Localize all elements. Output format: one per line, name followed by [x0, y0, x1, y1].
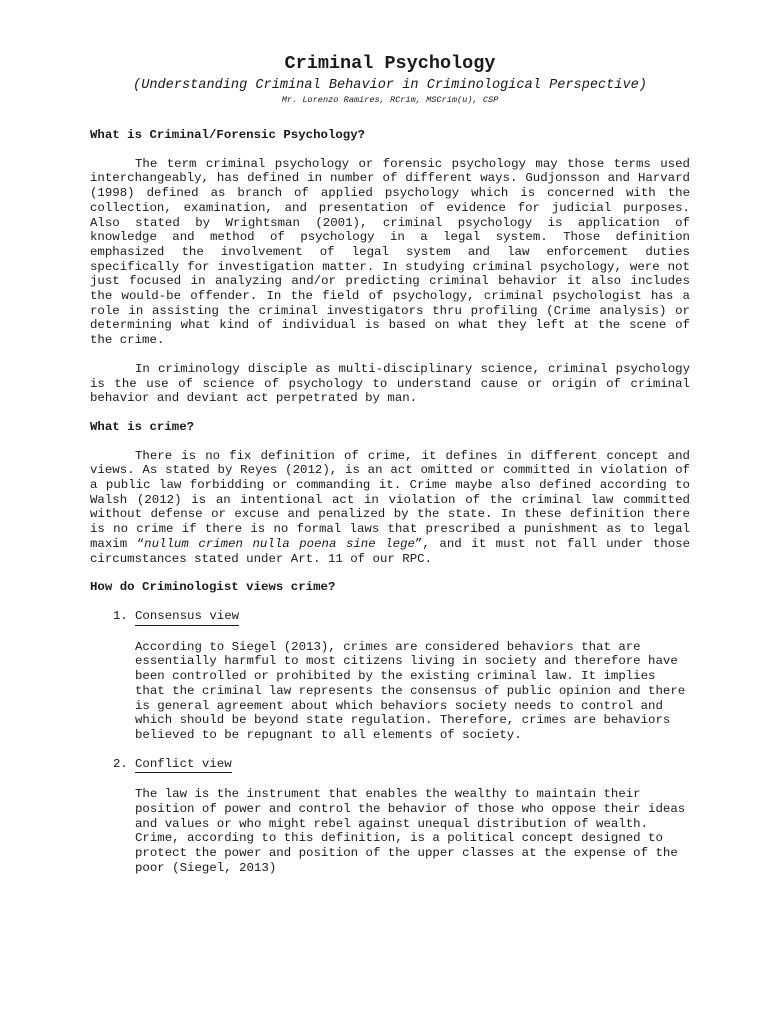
- paragraph-conflict-view: The law is the instrument that enables the wealthy to maintain their position of power and control the behavior of those who oppose their ideas and values or who might rebel against unequal distribution of wealth. Crime, according to this definition, is a political concept designed to protect the power and position of the upper classes at the expense of the poor (Siegel, 2013): [135, 787, 686, 875]
- document-subtitle: (Understanding Criminal Behavior in Criminological Perspective): [133, 78, 647, 93]
- crime-definition-text-before: There is no fix definition of crime, it defines in different concept and views. As stated by Reyes (2012), is an act omitted or committed in violation of a public law forbidding or commanding it. Crime maybe also defined according to Walsh (2012) is an intentional act in violation of the criminal law committed without defense or excuse and penalized by the state. In these definition there is no crime if there is no formal laws that prescribed a punishment as to legal maxim “: [90, 448, 690, 551]
- views-list: [90, 609, 690, 876]
- crime-definition-text-after: ”, and it must not fall under those circumstances stated under Art. 11 of our RPC.: [90, 536, 691, 566]
- document-author: Mr. Lorenzo Ramires, RCrim, MSCrim(u), CSP: [281, 95, 499, 105]
- section-heading-forensic-psychology: What is Criminal/Forensic Psychology?: [90, 128, 366, 142]
- section-heading-what-is-crime: What is crime?: [90, 419, 195, 434]
- list-item-number: 2.: [113, 756, 128, 771]
- list-item-title-conflict-view: Conflict view: [135, 757, 232, 774]
- list-item-consensus-view: [90, 609, 690, 743]
- list-item-number: 1.: [113, 608, 128, 623]
- paragraph-criminology-discipline: In criminology disciple as multi-disciplinary science, criminal psychology is the use of science of psychology to understand cause or origin of criminal behavior and deviant act perpetrated by man.: [90, 361, 690, 406]
- list-item-title-consensus-view: Consensus view: [135, 609, 239, 626]
- document-page: [90, 52, 690, 876]
- document-title: Criminal Psychology: [284, 53, 496, 74]
- section-heading-criminologist-views: How do Criminologist views crime?: [90, 580, 336, 595]
- paragraph-forensic-definition: The term criminal psychology or forensic psychology may those terms used interchangeably, has defined in number of different ways. Gudjonsson and Harvard (1998) defined as branch of applied psychology which is concerned with the collection, examination, and presentation of evidence for judicial purposes. Also stated by Wrightsman (2001), criminal psychology is application of knowledge and method of psychology in a legal system. Those definition emphasized the involvement of legal system and law enforcement duties specifically for investigation matter. In studying criminal psychology, were not just focused in analyzing and/or predicting criminal behavior it also includes the would-be offender. In the field of psychology, criminal psychologist has a role in assisting the criminal investigators thru profiling (Crime analysis) or determining what kind of individual is based on what they left at the scene of the crime.: [90, 156, 690, 348]
- legal-maxim-text: nullum crimen nulla poena sine lege: [144, 536, 415, 551]
- paragraph-crime-definition: [90, 449, 690, 567]
- list-item-conflict-view: [90, 757, 690, 876]
- paragraph-consensus-view: According to Siegel (2013), crimes are considered behaviors that are essentially harmful to most citizens living in society and therefore have been controlled or prohibited by the existing criminal law. It implies that the criminal law represents the consensus of public opinion and there is general agreement about which behaviors society needs to control and which should be beyond state regulation. Therefore, crimes are behaviors believed to be repugnant to all elements of society.: [135, 639, 686, 742]
